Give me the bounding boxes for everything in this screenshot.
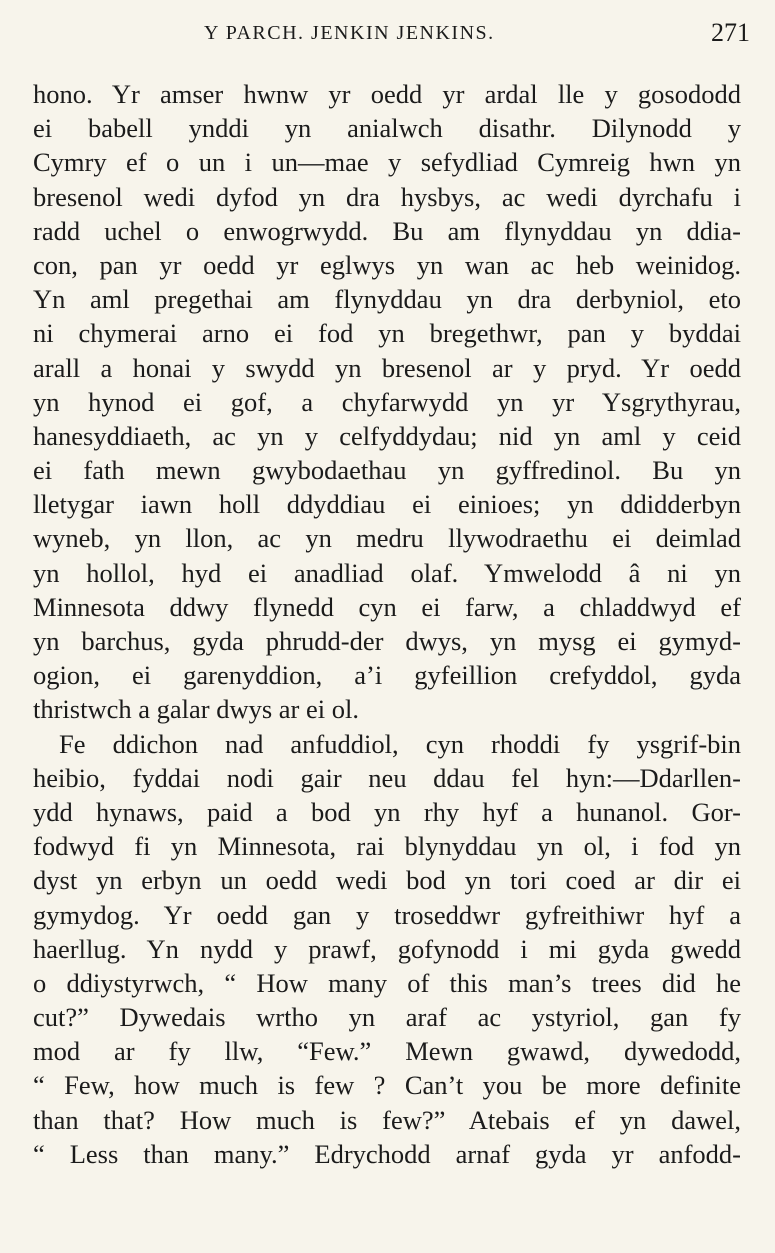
page-number: 271: [711, 18, 750, 47]
text-line: yn hynod ei gof, a chyfarwydd yn yr Ysgrythyrau,: [33, 386, 741, 417]
text-line: hono. Yr amser hwnw yr oedd yr ardal lle y gosododd: [33, 79, 741, 109]
running-title: Y PARCH. JENKIN JENKINS.: [204, 22, 495, 44]
running-head: [32, 18, 750, 50]
text-line: mod ar fy llw, “Few.” Mewn gwawd, dywedodd,: [33, 1036, 741, 1067]
text-line: ei babell ynddi yn anialwch disathr. Dilynodd y: [33, 113, 741, 144]
text-line: yn hollol, hyd ei anadliad olaf. Ymwelodd â ni yn: [33, 557, 741, 588]
text-line: Yn aml pregethai am flynyddau yn dra derbyniol, eto: [33, 284, 741, 315]
paragraph-end-line: thristwch a galar dwys ar ei ol.: [33, 694, 359, 725]
text-line: o ddiystyrwch, “ How many of this man’s trees did he: [33, 967, 741, 998]
text-line: hanesyddiaeth, ac yn y celfyddydau; nid yn aml y ceid: [33, 420, 741, 451]
text-line: cut?” Dywedais wrtho yn araf ac ystyriol, gan fy: [33, 1002, 741, 1033]
paragraph-start-line: Fe ddichon nad anfuddiol, cyn rhoddi fy ysgrif-bin: [59, 728, 741, 759]
text-line: ni chymerai arno ei fod yn bregethwr, pan y byddai: [33, 318, 741, 349]
text-line: heibio, fyddai nodi gair neu ddau fel hyn:—Ddarllen-: [33, 762, 741, 793]
text-line: ogion, ei garenyddion, a’i gyfeillion crefyddol, gyda: [33, 660, 741, 691]
text-line: ei fath mewn gwybodaethau yn gyffredinol. Bu yn: [33, 455, 741, 486]
text-line: bresenol wedi dyfod yn dra hysbys, ac wedi dyrchafu i: [33, 181, 741, 212]
body-text: [33, 77, 741, 1171]
text-line: “ Few, how much is few ? Can’t you be more definite: [33, 1070, 741, 1101]
text-line: “ Less than many.” Edrychodd arnaf gyda yr anfodd-: [33, 1138, 741, 1169]
text-line: arall a honai y swydd yn bresenol ar y pryd. Yr oedd: [33, 352, 741, 383]
text-line: yn barchus, gyda phrudd-der dwys, yn mysg ei gymyd-: [33, 626, 741, 656]
text-line: lletygar iawn holl ddyddiau ei einioes; yn ddidderbyn: [33, 489, 741, 520]
text-line: ydd hynaws, paid a bod yn rhy hyf a hunanol. Gor-: [33, 796, 741, 827]
text-line: Cymry ef o un i un—mae y sefydliad Cymreig hwn yn: [33, 147, 741, 178]
text-line: haerllug. Yn nydd y prawf, gofynodd i mi gyda gwedd: [33, 933, 741, 964]
text-line: con, pan yr oedd yr eglwys yn wan ac heb weinidog.: [33, 249, 741, 280]
text-line: than that? How much is few?” Atebais ef yn dawel,: [33, 1104, 741, 1135]
text-line: radd uchel o enwogrwydd. Bu am flynyddau yn ddia-: [33, 215, 741, 246]
text-line: wyneb, yn llon, ac yn medru llywodraethu ei deimlad: [33, 523, 741, 554]
text-line: dyst yn erbyn un oedd wedi bod yn tori coed ar dir ei: [33, 865, 741, 896]
text-line: gymydog. Yr oedd gan y troseddwr gyfreithiwr hyf a: [33, 899, 741, 930]
text-line: Minnesota ddwy flynedd cyn ei farw, a chladdwyd ef: [33, 591, 741, 622]
text-line: fodwyd fi yn Minnesota, rai blynyddau yn ol, i fod yn: [33, 831, 741, 862]
